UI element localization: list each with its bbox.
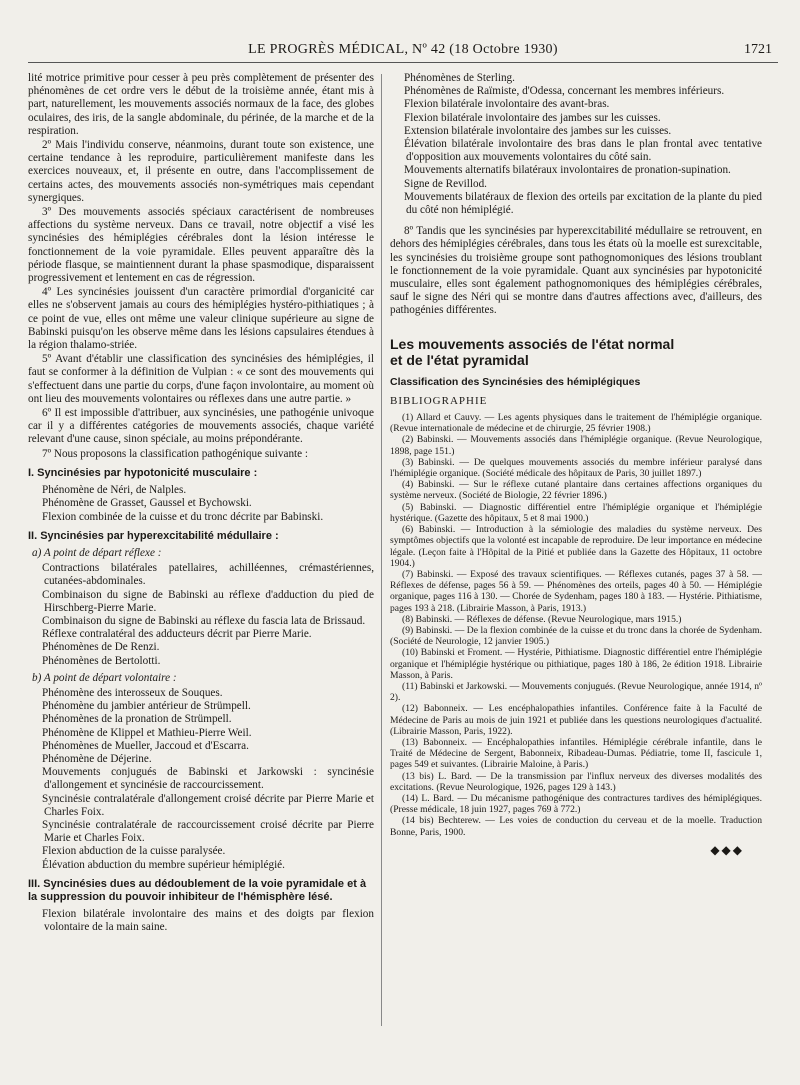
reference-item: (8) Babinski. — Réflexes de défense. (Revue Neurologique, mars 1915.) [402, 613, 682, 625]
article-title-block [390, 336, 762, 408]
list-item: Élévation bilatérale involontaire des bras dans le plan frontal avec tentative d'opposition aux mouvements volontaires du côté sain. [404, 138, 762, 164]
list-item: Syncinésie contralatérale de raccourcissement croisé décrite par Pierre Marie et Charles Foix. [42, 818, 374, 845]
list-item: Phénomène de Néri, de Nalples. [42, 484, 187, 497]
list-item: Phénomène de Déjerine. [42, 752, 152, 765]
list-item: Mouvements conjugués de Babinski et Jarkowski : syncinésie d'allongement et syncinésie de raccourcissement. [42, 766, 374, 792]
paragraph-6: 6º Il est impossible d'attribuer, aux syncinésies, une pathogénie univoque car il y a différentes catégories de mouvements associés, chaque variété relevant d'une cause, sinon spéciale, au moins prépondérante. [28, 407, 374, 446]
list-item: Phénomène des interosseux de Souques. [42, 686, 223, 699]
paragraph-5: 5º Avant d'établir une classification des syncinésies des hémiplégies, il faut se conformer à la définition de Vulpian : « ce sont des mouvements qui s'effectuent dans une partie du corps, d'une façon involontaire, au moment où ont lieu des mouvements volontaires ou réflexes dans une autre partie. » [28, 353, 374, 405]
section-3-heading: III. Syncinésies dues au dédoublement de la voie pyramidale et à la suppression du pouvoir inhibiteur de l'hémisphère lésé. [28, 877, 367, 903]
list-item: Flexion combinée de la cuisse et du tronc décrite par Babinski. [42, 510, 324, 523]
list-item: Flexion bilatérale involontaire des avant-bras. [404, 98, 610, 111]
article-title-line-2: et de l'état pyramidal [390, 351, 529, 368]
reference-item: (2) Babinski. — Mouvements associés dans l'hémiplégie organique. (Revue Neurologique, 1898, page 151.) [390, 434, 762, 457]
page-number: 1721 [744, 42, 772, 57]
list-item: Flexion abduction de la cuisse paralysée. [42, 845, 226, 858]
list-item: Signe de Revillod. [404, 177, 487, 190]
list-item: Phénomènes de De Renzi. [42, 641, 160, 654]
reference-item: (10) Babinski et Froment. — Hystérie, Pithiatisme. Diagnostic différentiel entre l'hémiplégie organique et l'hémiplégie hystérique ou pithiatique, pages 180 à 186, 2e édition 1918. Librairie Masson, à Paris. [390, 647, 762, 681]
list-item: Élévation abduction du membre supérieur hémiplégié. [42, 858, 285, 871]
reference-item: (7) Babinski. — Exposé des travaux scientifiques. — Réflexes cutanés, pages 37 à 58. — Réflexes de défense, pages 56 à 59. — Phénomènes des orteils, pages 40 à 50. — Hémiplégie organique, pages 116 à 130. — Chorée de Sydenham, pages 180 à 183. — Hystérie. Pithiatisme, pages 193 à 218. (Librairie Masson, à Paris, 1913.) [390, 568, 762, 614]
section-2-heading: II. Syncinésies par hyperexcitabilité médullaire : [28, 529, 279, 542]
list-item: Mouvements alternatifs bilatéraux involontaires de pronation-supination. [404, 164, 731, 177]
bibliography-heading: BIBLIOGRAPHIE [390, 394, 488, 407]
reference-item: (13) Babonneix. — Encéphalopathies infantiles. Hémiplégie cérébrale infantile, dans le Traité de Médecine de Sergent, Babonneix, Ribadeau-Dumas. Pédiatrie, tome II, fascicule 1, pages 549 et suivantes. (Librairie Maloine, à Paris.) [390, 736, 762, 771]
section-2a-list [28, 562, 374, 668]
list-item: Combinaison du signe de Babinski au réflexe du fascia lata de Brissaud. [42, 614, 366, 627]
section-2b-list [28, 687, 374, 872]
reference-item: (13 bis) L. Bard. — De la transmission par l'influx nerveux des diverses modalités des excitations. (Revue Neurologique, 1926, pages 129 à 143.) [390, 770, 762, 793]
end-ornament: ◆◆◆ [710, 842, 744, 857]
list-item: Combinaison du signe de Babinski au réflexe d'adduction du pied de Hirschberg-Pierre Marie. [42, 588, 374, 614]
right-column [390, 72, 762, 857]
list-item: Réflexe contralatéral des adducteurs décrit par Pierre Marie. [42, 628, 312, 641]
list-item: Syncinésie contralatérale d'allongement croisé décrite par Pierre Marie et Charles Foix. [42, 792, 374, 818]
section-3-list-continued [390, 72, 762, 217]
reference-item: (1) Allard et Cauvy. — Les agents physiques dans le traitement de l'hémiplégie organique. (Revue internationale de médecine et de chirurgie, 25 février 1908.) [390, 412, 762, 435]
reference-item: (12) Babonneix. — Les encéphalopathies infantiles. Conférence faite à la Faculté de Médecine de Paris au mois de juin 1921 et publiée dans les questions neurologiques d'actualité. (Librairie Masson, Paris, 1922). [390, 703, 762, 737]
journal-title: LE PROGRÈS MÉDICAL, Nº 42 (18 Octobre 1930) [248, 42, 558, 57]
section-2a-heading: a) A point de départ réflexe : [32, 546, 162, 559]
reference-list [390, 412, 762, 838]
section-1-heading: I. Syncinésies par hypotonicité musculaire : [28, 466, 258, 479]
list-item: Flexion bilatérale involontaire des jambes sur les cuisses. [404, 111, 661, 124]
list-item: Phénomène de Klippel et Mathieu-Pierre Weil. [42, 726, 252, 739]
list-item: Phénomène du jambier antérieur de Strümpell. [42, 700, 251, 713]
list-item: Mouvements bilatéraux de flexion des orteils par excitation de la plante du pied du côté non hémiplégié. [404, 190, 762, 217]
reference-item: (14) L. Bard. — Du mécanisme pathogénique des contractures tardives des hémiplégiques. (Presse médicale, 18 juin 1927, pages 769 à 772.) [390, 792, 762, 816]
reference-item: (4) Babinski. — Sur le réflexe cutané plantaire dans certaines affections organiques du système nerveux. (Société de Biologie, 22 février 1896.) [390, 479, 762, 502]
column-divider [381, 74, 382, 1026]
list-item: Phénomènes de la pronation de Strümpell. [42, 713, 232, 726]
article-subtitle: Classification des Syncinésies des hémiplégiques [390, 375, 641, 388]
paragraph-1: lité motrice primitive pour cesser à peu près complètement de présenter des phénomènes de cet ordre vers le début de la troisième année, étant mis à part, naturellement, les mouvements associés normaux de la face, des globes oculaires, des iris, de la sangle abdominale, du périnée, de la marche et de la respiration. [28, 72, 374, 137]
reference-item: (5) Babinski. — Diagnostic différentiel entre l'hémiplégie organique et l'hémiplégie hystérique. (Gazette des hôpitaux, 5 et 8 mai 1900.) [390, 501, 762, 524]
list-item: Extension bilatérale involontaire des jambes sur les cuisses. [404, 124, 672, 137]
reference-item: (3) Babinski. — De quelques mouvements associés du membre inférieur paralysé dans l'hémiplégie organique. (Société médicale des hôpitaux de Paris, 30 juillet 1897.) [390, 456, 762, 480]
paragraph-3: 3º Des mouvements associés spéciaux caractérisent de nombreuses affections du système nerveux. Dans ce travail, notre objectif a visé les syncinésies des hémiplégies cérébrales dont la lésion intéresse le fonctionnement de la voie pyramidale. Elles peuvent apparaître dès la période flasque, se maintiennent durant la phase spasmodique, disparaissent progressivement et lentement en cas de régression. [28, 206, 374, 285]
list-item: Flexion bilatérale involontaire des mains et des doigts par flexion volontaire de la main saine. [42, 908, 374, 934]
paragraph-7: 7º Nous proposons la classification pathogénique suivante : [42, 447, 309, 460]
list-item: Contractions bilatérales patellaires, achilléennes, crémastériennes, cutanées-abdominales. [42, 562, 374, 588]
reference-item: (6) Babinski. — Introduction à la sémiologie des maladies du système nerveux. Des symptômes objectifs que la volonté est incapable de reproduire. De leur importance en médecine légale. (Leçon faite à l'Hôpital de la Pitié et publiée dans la Gazette des Hôpitaux, 11 octobre 1904.) [390, 524, 762, 569]
section-2b-heading: b) A point de départ volontaire : [32, 671, 177, 684]
left-column [28, 72, 374, 935]
section-1-list [28, 484, 374, 524]
list-item: Phénomènes de Bertolotti. [42, 654, 161, 667]
reference-item: (11) Babinski et Jarkowski. — Mouvements conjugués. (Revue Neurologique, année 1914, nº 2). [390, 680, 762, 704]
paragraph-4: 4º Les syncinésies jouissent d'un caractère primordial d'organicité car elles ne s'observent jamais au cours des hémiplégies hystéro-pithiatiques ; à ce point de vue, elles ont même une valeur clinique supérieure au signe de Babinski puisqu'on les observe même dans les lésions capsulaires étendues à la région thalamo-striée. [28, 286, 374, 352]
section-3-list [28, 908, 374, 934]
article-title-line-1: Les mouvements associés de l'état normal [390, 335, 675, 352]
reference-item: (14 bis) Bechterew. — Les voies de conduction du cerveau et de la moelle. Traduction Bonne, Paris, 1900. [390, 815, 762, 838]
paragraph-8: 8º Tandis que les syncinésies par hyperexcitabilité médullaire se retrouvent, en dehors des hémiplégies cérébrales, dans tous les états où la moelle est surexcitable, les syncinésies du troisième groupe sont pathognomoniques des lésions troublant le fonctionnement de la voie pyramidale. Quant aux syncinésies par hypotonicité musculaire, elles sont également pathognomoniques des hémiplégies cérébrales, sauf le signe des Néri qui se montre dans d'autres affections avec, d'ailleurs, des pathogénies différentes. [390, 225, 762, 317]
reference-item: (9) Babinski. — De la flexion combinée de la cuisse et du tronc dans la chorée de Sydenham. (Société de Neurologie, 12 janvier 1905.) [390, 624, 762, 648]
page-header [28, 38, 778, 63]
list-item: Phénomènes de Sterling. [404, 72, 515, 84]
paragraph-2: 2º Mais l'individu conserve, néanmoins, durant toute son existence, une certaine tendance à les reproduire, particulièrement manifeste dans les exercices nouveaux, et, il présente en outre, dans l'accomplissement de certains actes, des mouvements associés non-symétriques mais cependant synergiques. [28, 139, 374, 204]
list-item: Phénomène de Grasset, Gaussel et Bychowski. [42, 497, 252, 510]
list-item: Phénomènes de Raïmiste, d'Odessa, concernant les membres inférieurs. [404, 85, 725, 98]
list-item: Phénomènes de Mueller, Jaccoud et d'Escarra. [42, 739, 249, 752]
